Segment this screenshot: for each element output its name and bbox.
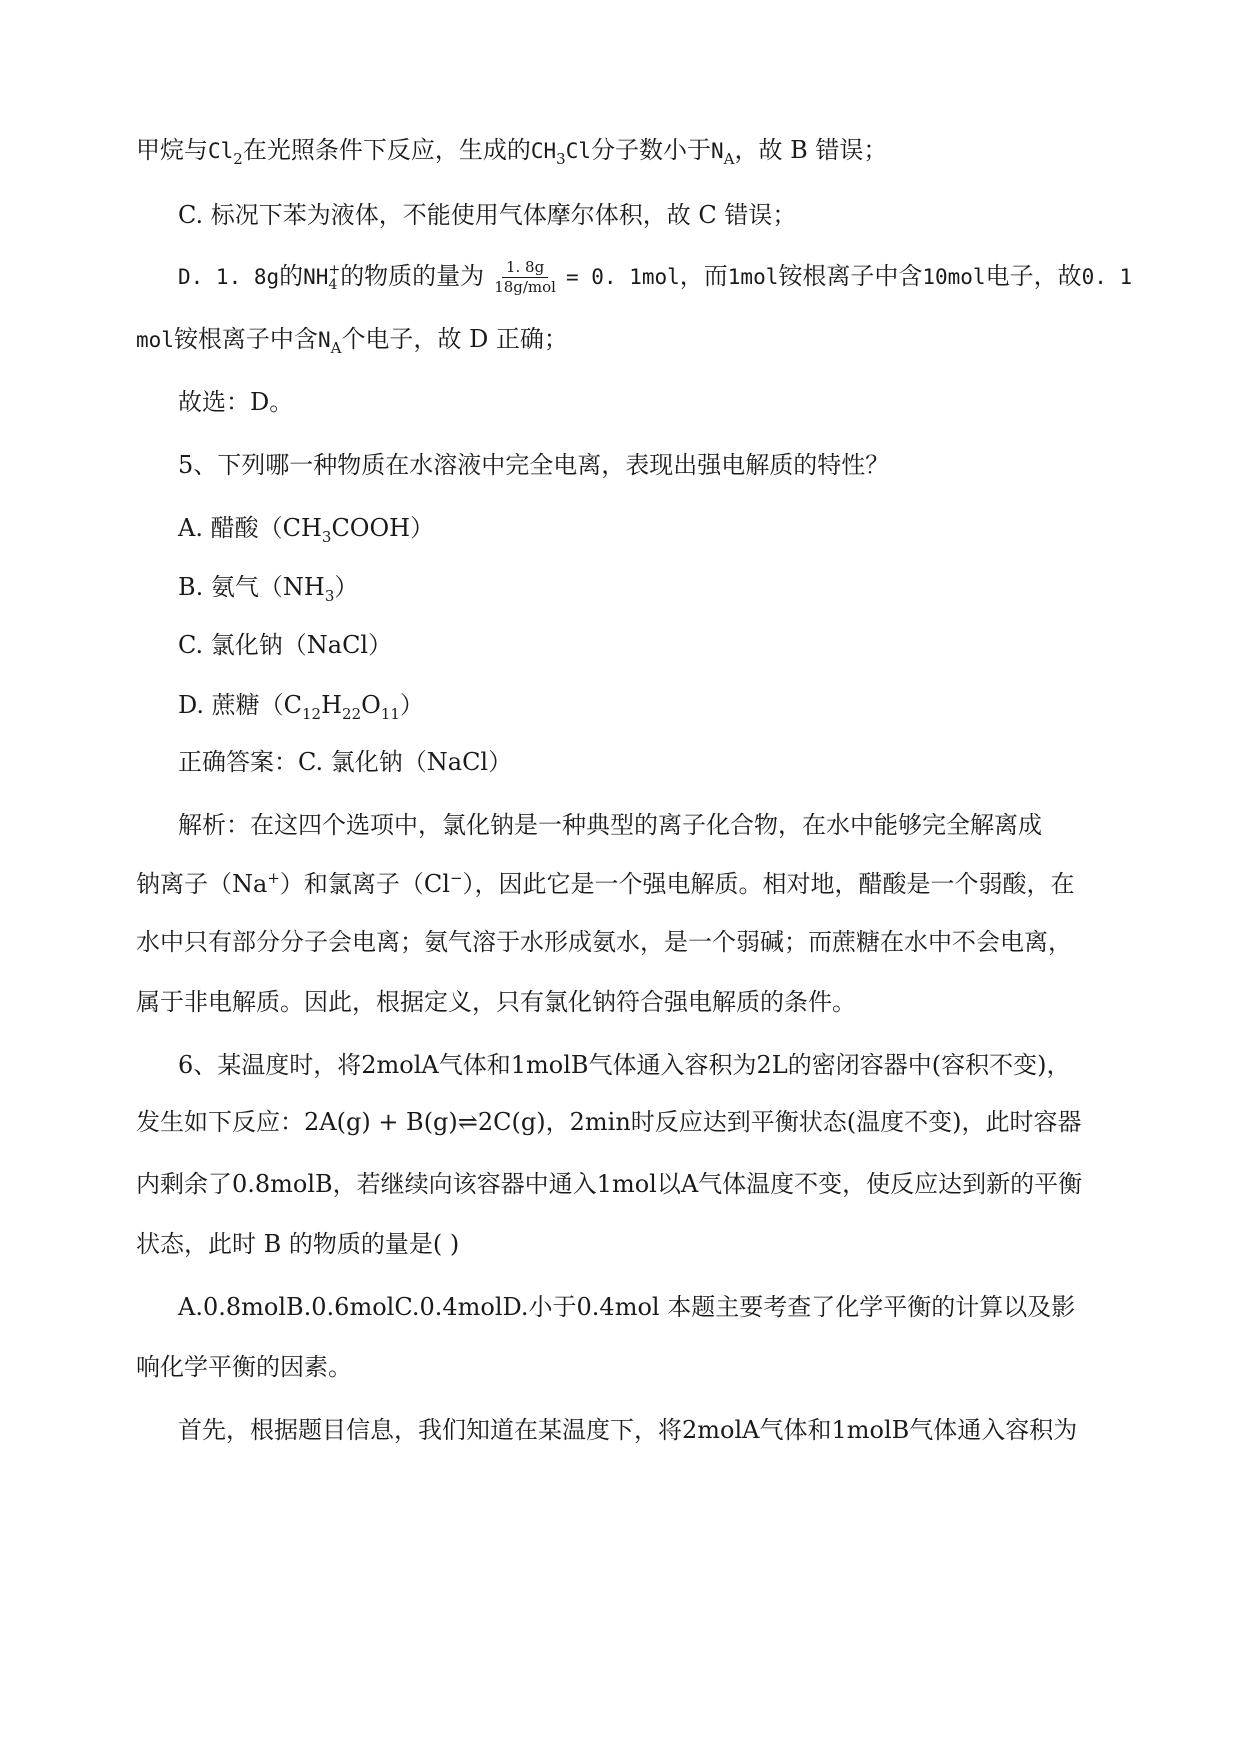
paragraph-line: C. 标况下苯为液体，不能使用气体摩尔体积，故 C 错误； bbox=[178, 201, 797, 229]
paragraph-line: D. 1. 8g的NH + 4 的物质的量为 $\frac{1. 8g}{\text{18g/mol}}$ = 0. 1mol，而1mol铵根离子中含10mol电子，故0. 1 bbox=[178, 258, 1133, 296]
fraction: $\frac{1. 8g}{\text{18g/mol}}$ bbox=[494, 258, 556, 296]
paragraph-line: 内剩余了0.8molB，若继续向该容器中通入1mol以A气体温度不变，使反应达到新的平衡 bbox=[136, 1170, 1083, 1198]
paragraph-line: 响化学平衡的因素。 bbox=[136, 1353, 352, 1381]
option-d: D. 蔗糖$(C_{12}H_{22}O_{11})$ bbox=[178, 691, 424, 723]
correct-answer: 正确答案：C. 氯化钠（NaCl） bbox=[178, 748, 513, 776]
question-title: 5、下列哪一种物质在水溶液中完全电离，表现出强电解质的特性？ bbox=[178, 451, 890, 479]
paragraph-line: mol铵根离子中含$N_A$个电子，故 D 正确； bbox=[136, 325, 568, 357]
analysis-line: 属于非电解质。因此，根据定义，只有氯化钠符合强电解质的条件。 bbox=[136, 988, 856, 1016]
paragraph-line: A.0.8molB.0.6molC.0.4molD.小于0.4mol 本题主要考查了化学平衡的计算以及影 bbox=[178, 1293, 1076, 1321]
paragraph-line: 发生如下反应：2A(g) + B(g)⇌2C(g)，2min时反应达到平衡状态(温度不变)，此时容器 bbox=[136, 1108, 1082, 1136]
paragraph-line: 状态，此时 B 的物质的量是( ) bbox=[136, 1230, 460, 1258]
paragraph-line: 首先，根据题目信息，我们知道在某温度下，将2molA气体和1molB气体通入容积为 bbox=[178, 1416, 1078, 1444]
option-c: C. 氯化钠（NaCl） bbox=[178, 631, 393, 659]
option-b: B. 氨气$(NH_3)$ bbox=[178, 573, 359, 605]
option-a: A. 醋酸$(CH_3COOH)$ bbox=[178, 514, 435, 546]
analysis-line: 解析：在这四个选项中，氯化钠是一种典型的离子化合物，在水中能够完全解离成 bbox=[178, 811, 1042, 839]
analysis-line: 钠离子（Na+）和氯离子（Cl−），因此它是一个强电解质。相对地，醋酸是一个弱酸，在 bbox=[136, 869, 1075, 898]
paragraph-line: 故选：D。 bbox=[178, 388, 294, 416]
question-title: 6、某温度时，将2molA气体和1molB气体通入容积为2L的密闭容器中(容积不变)， bbox=[178, 1051, 1071, 1079]
analysis-line: 水中只有部分分子会电离；氨气溶于水形成氨水，是一个弱碱；而蔗糖在水中不会电离， bbox=[136, 928, 1072, 956]
paragraph-line: 甲烷与$Cl_2$在光照条件下反应，生成的$CH_3Cl$分子数小于$N_A$，故 B 错误； bbox=[136, 136, 888, 168]
